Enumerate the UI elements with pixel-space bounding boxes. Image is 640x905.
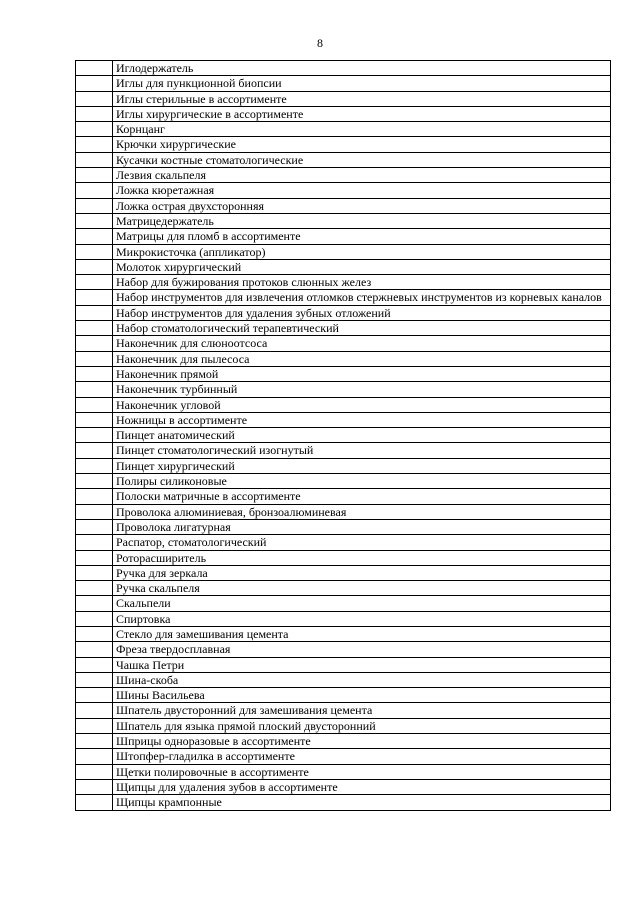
row-number-cell (76, 642, 113, 657)
table-row (76, 428, 611, 443)
instrument-name-cell: Распатор, стоматологический (113, 535, 611, 550)
instrument-name-cell: Проволока алюминиевая, бронзоалюминевая (113, 504, 611, 519)
row-number-cell (76, 688, 113, 703)
table-row (76, 91, 611, 106)
instrument-name-cell: Наконечник прямой (113, 366, 611, 381)
row-number-cell (76, 305, 113, 320)
instrument-name-cell: Чашка Петри (113, 657, 611, 672)
table-row (76, 61, 611, 76)
instrument-name-cell: Пинцет хирургический (113, 458, 611, 473)
row-number-cell (76, 198, 113, 213)
table-row (76, 321, 611, 336)
row-number-cell (76, 259, 113, 274)
row-number-cell (76, 519, 113, 534)
row-number-cell (76, 152, 113, 167)
row-number-cell (76, 321, 113, 336)
row-number-cell (76, 749, 113, 764)
instrument-name-cell: Набор стоматологический терапевтический (113, 321, 611, 336)
table-row (76, 382, 611, 397)
instrument-name-cell: Иглы хирургические в ассортименте (113, 106, 611, 121)
row-number-cell (76, 672, 113, 687)
row-number-cell (76, 290, 113, 305)
instrument-name-cell: Матрицы для пломб в ассортименте (113, 229, 611, 244)
table-row (76, 152, 611, 167)
instrument-name-cell: Полиры силиконовые (113, 474, 611, 489)
instrument-name-cell: Ручка скальпеля (113, 581, 611, 596)
table-row (76, 106, 611, 121)
row-number-cell (76, 489, 113, 504)
table-row (76, 290, 611, 305)
instrument-name-cell: Фреза твердосплавная (113, 642, 611, 657)
instrument-name-cell: Микрокисточка (аппликатор) (113, 244, 611, 259)
row-number-cell (76, 581, 113, 596)
instrument-name-cell: Набор инструментов для удаления зубных отложений (113, 305, 611, 320)
table-row (76, 611, 611, 626)
instrument-name-cell: Наконечник турбинный (113, 382, 611, 397)
row-number-cell (76, 504, 113, 519)
table-row (76, 672, 611, 687)
row-number-cell (76, 764, 113, 779)
instrument-name-cell: Наконечник для пылесоса (113, 351, 611, 366)
table-row (76, 336, 611, 351)
row-number-cell (76, 397, 113, 412)
row-number-cell (76, 137, 113, 152)
row-number-cell (76, 596, 113, 611)
row-number-cell (76, 611, 113, 626)
instrument-name-cell: Ручка для зеркала (113, 565, 611, 580)
row-number-cell (76, 565, 113, 580)
table-row (76, 535, 611, 550)
instrument-name-cell: Штопфер-гладилка в ассортименте (113, 749, 611, 764)
instrument-name-cell: Полоски матричные в ассортименте (113, 489, 611, 504)
instrument-name-cell: Корнцанг (113, 122, 611, 137)
row-number-cell (76, 657, 113, 672)
row-number-cell (76, 718, 113, 733)
table-row (76, 183, 611, 198)
row-number-cell (76, 535, 113, 550)
table-row (76, 688, 611, 703)
instrument-name-cell: Ложка кюретажная (113, 183, 611, 198)
table-row (76, 137, 611, 152)
instrument-name-cell: Щетки полировочные в ассортименте (113, 764, 611, 779)
table-row (76, 366, 611, 381)
table-row (76, 76, 611, 91)
row-number-cell (76, 229, 113, 244)
table-row (76, 764, 611, 779)
row-number-cell (76, 91, 113, 106)
row-number-cell (76, 795, 113, 810)
table-row (76, 581, 611, 596)
table-row (76, 596, 611, 611)
instrument-name-cell: Шина-скоба (113, 672, 611, 687)
page-number: 8 (317, 36, 323, 50)
instrument-name-cell: Стекло для замешивания цемента (113, 626, 611, 641)
row-number-cell (76, 428, 113, 443)
table-row (76, 550, 611, 565)
instrument-name-cell: Щипцы крампонные (113, 795, 611, 810)
instrument-name-cell: Шприцы одноразовые в ассортименте (113, 734, 611, 749)
table-row (76, 259, 611, 274)
table-row (76, 474, 611, 489)
table-row (76, 565, 611, 580)
table-row (76, 213, 611, 228)
row-number-cell (76, 61, 113, 76)
instrument-name-cell: Ложка острая двухсторонняя (113, 198, 611, 213)
table-row (76, 749, 611, 764)
table-row (76, 168, 611, 183)
row-number-cell (76, 76, 113, 91)
row-number-cell (76, 474, 113, 489)
table-row (76, 642, 611, 657)
row-number-cell (76, 779, 113, 794)
instrument-name-cell: Ножницы в ассортименте (113, 412, 611, 427)
instrument-name-cell: Спиртовка (113, 611, 611, 626)
table-row (76, 657, 611, 672)
table-row (76, 305, 611, 320)
table-row (76, 244, 611, 259)
instrument-name-cell: Иглодержатель (113, 61, 611, 76)
instrument-name-cell: Крючки хирургические (113, 137, 611, 152)
row-number-cell (76, 183, 113, 198)
instruments-table (75, 60, 611, 811)
table-row (76, 198, 611, 213)
row-number-cell (76, 351, 113, 366)
table-row (76, 229, 611, 244)
table-row (76, 734, 611, 749)
row-number-cell (76, 734, 113, 749)
instrument-name-cell: Шпатель двусторонний для замешивания цемента (113, 703, 611, 718)
table-row (76, 779, 611, 794)
instrument-name-cell: Роторасширитель (113, 550, 611, 565)
row-number-cell (76, 336, 113, 351)
table-row (76, 703, 611, 718)
instrument-name-cell: Пинцет стоматологический изогнутый (113, 443, 611, 458)
instrument-name-cell: Иглы для пункционной биопсии (113, 76, 611, 91)
instrument-name-cell: Щипцы для удаления зубов в ассортименте (113, 779, 611, 794)
table-row (76, 351, 611, 366)
table-row (76, 397, 611, 412)
instrument-name-cell: Проволока лигатурная (113, 519, 611, 534)
instrument-name-cell: Лезвия скальпеля (113, 168, 611, 183)
instrument-name-cell: Наконечник угловой (113, 397, 611, 412)
row-number-cell (76, 275, 113, 290)
row-number-cell (76, 213, 113, 228)
instrument-name-cell: Матрицедержатель (113, 213, 611, 228)
instrument-name-cell: Пинцет анатомический (113, 428, 611, 443)
row-number-cell (76, 458, 113, 473)
row-number-cell (76, 443, 113, 458)
table-row (76, 626, 611, 641)
row-number-cell (76, 703, 113, 718)
table-row (76, 458, 611, 473)
table-row (76, 519, 611, 534)
row-number-cell (76, 550, 113, 565)
row-number-cell (76, 382, 113, 397)
instrument-name-cell: Набор инструментов для извлечения отломков стержневых инструментов из корневых каналов (113, 290, 611, 305)
instruments-table-body (76, 61, 611, 811)
row-number-cell (76, 412, 113, 427)
row-number-cell (76, 122, 113, 137)
table-row (76, 412, 611, 427)
row-number-cell (76, 106, 113, 121)
instrument-name-cell: Иглы стерильные в ассортименте (113, 91, 611, 106)
table-row (76, 718, 611, 733)
row-number-cell (76, 366, 113, 381)
row-number-cell (76, 244, 113, 259)
table-row (76, 489, 611, 504)
table-row (76, 122, 611, 137)
table-row (76, 504, 611, 519)
instrument-name-cell: Набор для бужирования протоков слюнных желез (113, 275, 611, 290)
instrument-name-cell: Шины Васильева (113, 688, 611, 703)
row-number-cell (76, 626, 113, 641)
table-row (76, 275, 611, 290)
instrument-name-cell: Шпатель для языка прямой плоский двусторонний (113, 718, 611, 733)
table-row (76, 795, 611, 810)
instrument-name-cell: Кусачки костные стоматологические (113, 152, 611, 167)
instrument-name-cell: Наконечник для слюноотсоса (113, 336, 611, 351)
table-row (76, 443, 611, 458)
instrument-name-cell: Скальпели (113, 596, 611, 611)
instrument-name-cell: Молоток хирургический (113, 259, 611, 274)
row-number-cell (76, 168, 113, 183)
